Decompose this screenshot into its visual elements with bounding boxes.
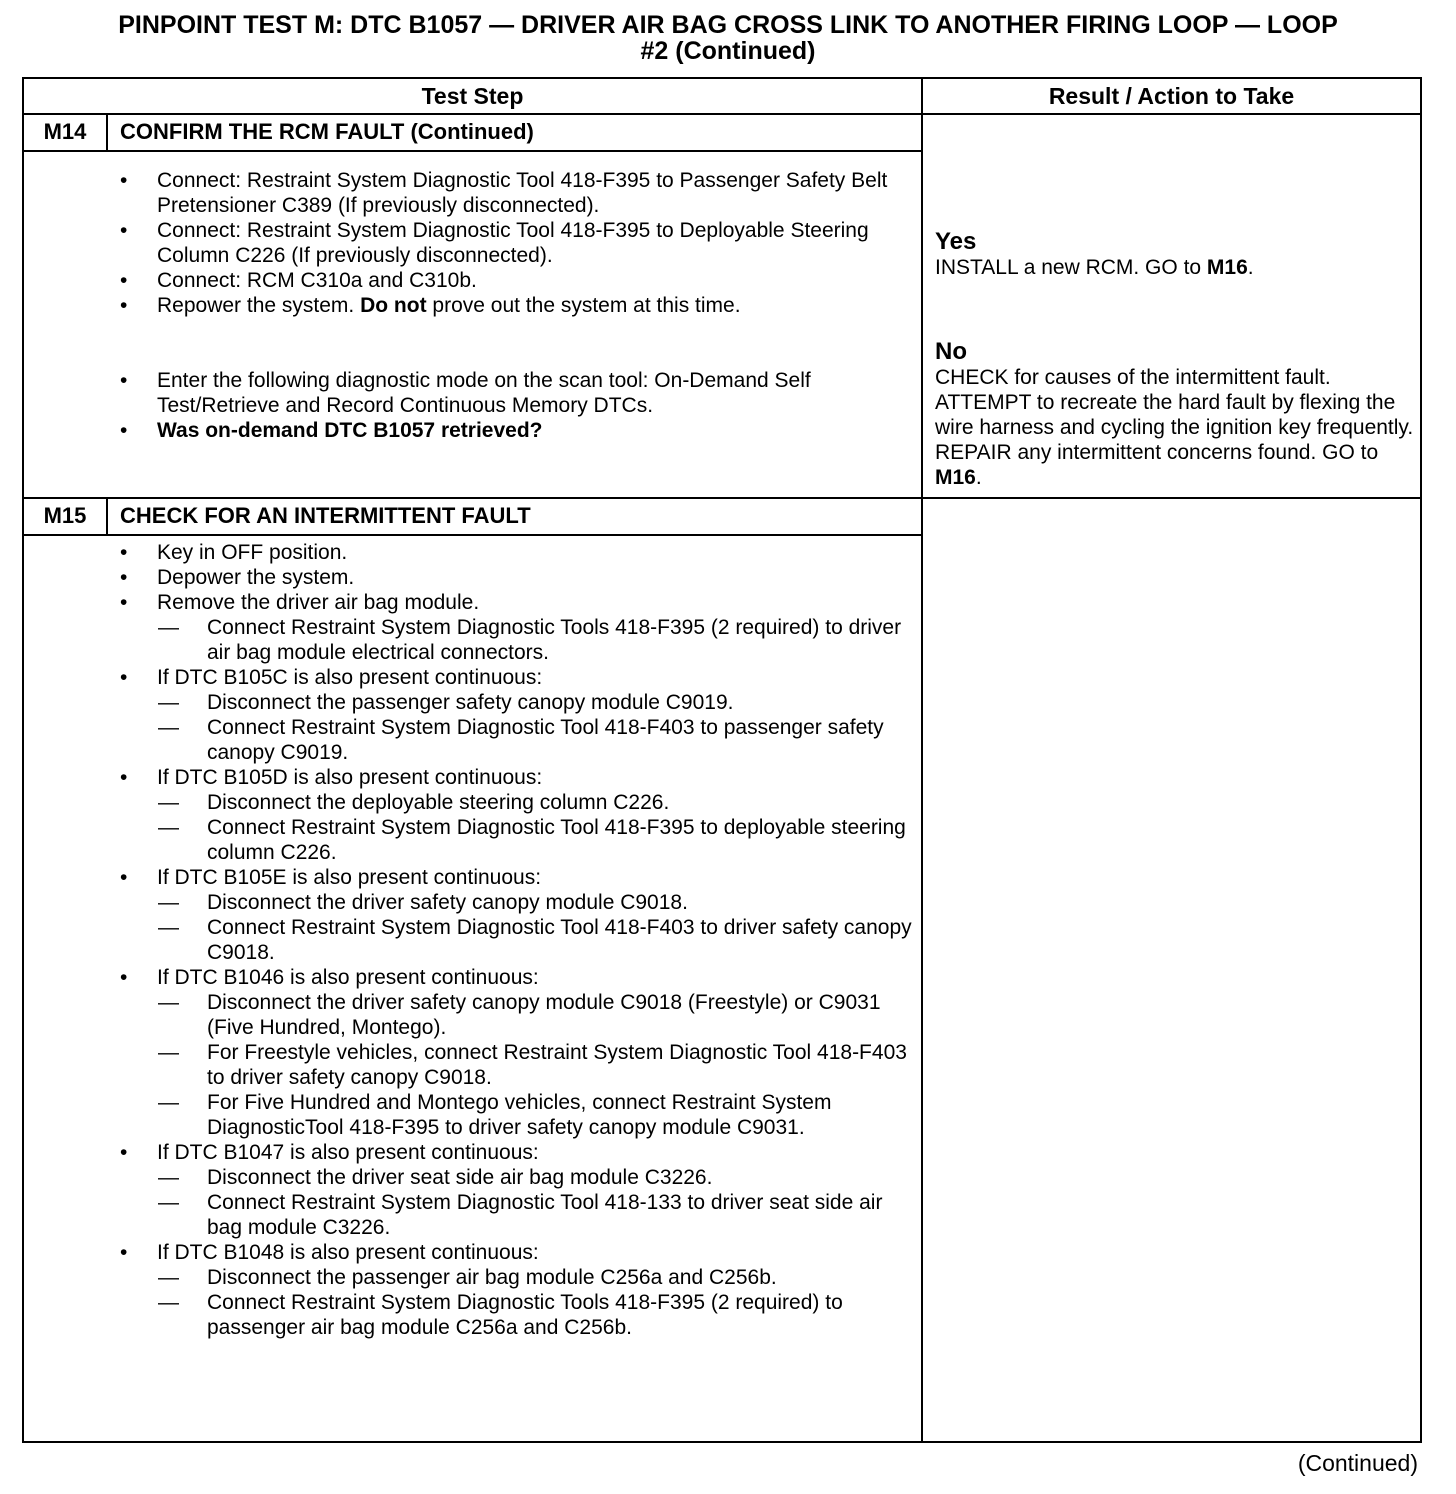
item-text — [157, 666, 542, 689]
page-title — [0, 12, 1456, 64]
result-yes-label: Yes — [935, 228, 977, 255]
bullet-marker: • — [120, 666, 128, 689]
m15-bullet-item — [114, 565, 914, 590]
m15-sub-item — [114, 1265, 914, 1290]
dash-marker: — — [158, 891, 179, 914]
step-title-m15: CHECK FOR AN INTERMITTENT FAULT — [120, 503, 531, 528]
text-run: Connect Restraint System Diagnostic Tool 418-F395 to deployable steering column C226. — [207, 816, 906, 864]
m15-sub-item — [114, 990, 914, 1040]
text-run: Remove the driver air bag module. — [157, 591, 480, 614]
m15-bullet-item — [114, 590, 914, 615]
step-body-m14 — [114, 168, 914, 443]
result-yes-text — [935, 255, 1415, 280]
m15-sub-item — [114, 690, 914, 715]
step-id-m15: M15 — [43, 503, 87, 528]
m15-bullet-item — [114, 1140, 914, 1165]
item-text — [207, 1291, 843, 1339]
text-run: If DTC B105C is also present continuous: — [157, 666, 543, 689]
emphasis-text: M16 — [1206, 256, 1248, 279]
m15-sub-item — [114, 915, 914, 965]
bullet-marker: • — [120, 1141, 128, 1164]
text-run: If DTC B1046 is also present continuous: — [157, 966, 539, 989]
item-text — [157, 419, 543, 442]
dash-marker: — — [158, 991, 179, 1014]
bullet-marker: • — [120, 369, 128, 392]
m14-bullet-item — [114, 368, 914, 418]
m15-bullet-item — [114, 665, 914, 690]
m14-bullet-item — [114, 418, 914, 443]
item-text — [157, 219, 869, 267]
bullet-marker: • — [120, 766, 128, 789]
dash-marker: — — [158, 1266, 179, 1289]
item-text — [207, 791, 669, 814]
item-text — [207, 1091, 831, 1139]
text-run: CHECK for causes of the intermittent fault. ATTEMPT to recreate the hard fault by flexing the wire harness and cycling the ignition key frequently. REPAIR any intermittent concerns found. GO to — [935, 366, 1414, 464]
text-run: For Five Hundred and Montego vehicles, connect Restraint System DiagnosticTool 418-F395 to driver safety canopy module C9031. — [207, 1091, 832, 1139]
text-run: Repower the system. — [157, 294, 361, 317]
step-id-m14: M14 — [43, 119, 87, 144]
continued-label: (Continued) — [1297, 1450, 1418, 1476]
text-run: Connect Restraint System Diagnostic Tools 418-F395 (2 required) to driver air bag module electrical connectors. — [207, 616, 902, 664]
item-text — [207, 1041, 907, 1089]
m15-sub-item — [114, 815, 914, 865]
step-body-m15 — [114, 540, 914, 1340]
m15-sub-item — [114, 715, 914, 765]
emphasis-text: M16 — [935, 466, 976, 489]
item-text — [207, 891, 688, 914]
text-run: Connect Restraint System Diagnostic Tool 418-133 to driver seat side air bag module C3226. — [207, 1191, 883, 1239]
bullet-marker: • — [120, 294, 128, 317]
m15-bullet-item — [114, 965, 914, 990]
result-no-label: No — [935, 338, 967, 365]
text-run: Connect: RCM C310a and C310b. — [157, 269, 477, 292]
m15-sub-item — [114, 1165, 914, 1190]
text-run: If DTC B105E is also present continuous: — [157, 866, 542, 889]
m15-sub-item — [114, 790, 914, 815]
bullet-marker: • — [120, 566, 128, 589]
text-run: Key in OFF position. — [157, 541, 348, 564]
m14-bullet-item — [114, 293, 914, 318]
dash-marker: — — [158, 1191, 179, 1214]
item-text — [157, 169, 887, 217]
m15-bullet-item — [114, 540, 914, 565]
item-text — [207, 1166, 712, 1189]
item-text — [207, 691, 734, 714]
text-run: If DTC B105D is also present continuous: — [157, 766, 543, 789]
item-text — [207, 1266, 777, 1289]
m14-bullet-item — [114, 168, 914, 218]
dash-marker: — — [158, 816, 179, 839]
header-test-step: Test Step — [421, 83, 524, 109]
bullet-marker: • — [120, 966, 128, 989]
text-run: prove out the system at this time. — [426, 294, 741, 317]
item-text — [207, 991, 881, 1039]
dash-marker: — — [158, 1041, 179, 1064]
m15-sub-item — [114, 1040, 914, 1090]
item-text — [207, 916, 912, 964]
text-run: Disconnect the passenger safety canopy module C9019. — [207, 691, 734, 714]
item-text — [157, 369, 811, 417]
item-text — [157, 294, 741, 317]
text-run: Connect Restraint System Diagnostic Tool 418-F403 to passenger safety canopy C9019. — [207, 716, 884, 764]
m15-sub-item — [114, 615, 914, 665]
item-text — [157, 766, 542, 789]
m14-bullet-item — [114, 268, 914, 293]
emphasis-text: Do not — [360, 294, 427, 317]
item-text — [157, 1141, 539, 1164]
m14-bullet-item — [114, 218, 914, 268]
m15-id-divider — [106, 499, 108, 535]
dash-marker: — — [158, 1166, 179, 1189]
text-run: Disconnect the driver seat side air bag module C3226. — [207, 1166, 713, 1189]
m14-id-divider — [106, 115, 108, 151]
text-run: Connect: Restraint System Diagnostic Tool 418-F395 to Deployable Steering Column C226 (If previously disconnected). — [157, 219, 869, 267]
text-run: Connect Restraint System Diagnostic Tool 418-F403 to driver safety canopy C9018. — [207, 916, 912, 964]
text-run: If DTC B1048 is also present continuous: — [157, 1241, 539, 1264]
bullet-marker: • — [120, 541, 128, 564]
header-result: Result / Action to Take — [1048, 83, 1295, 109]
item-text — [157, 591, 479, 614]
text-run: . — [1247, 256, 1254, 279]
item-text — [157, 866, 541, 889]
m15-sub-item — [114, 890, 914, 915]
bullet-marker: • — [120, 866, 128, 889]
dash-marker: — — [158, 1291, 179, 1314]
text-run: Depower the system. — [157, 566, 355, 589]
item-text — [157, 541, 347, 564]
step-title-m14: CONFIRM THE RCM FAULT (Continued) — [120, 119, 534, 144]
dash-marker: — — [158, 916, 179, 939]
item-text — [207, 816, 906, 864]
m15-sub-item — [114, 1090, 914, 1140]
bullet-marker: • — [120, 1241, 128, 1264]
text-run: . — [975, 466, 982, 489]
m14-title-divider — [24, 150, 921, 152]
m15-sub-item — [114, 1190, 914, 1240]
item-text — [157, 1241, 539, 1264]
column-divider — [921, 79, 923, 1441]
text-run: Disconnect the deployable steering column C226. — [207, 791, 670, 814]
dash-marker: — — [158, 616, 179, 639]
text-run: Disconnect the driver safety canopy module C9018. — [207, 891, 688, 914]
dash-marker: — — [158, 1091, 179, 1114]
dash-marker: — — [158, 716, 179, 739]
m15-bullet-item — [114, 1240, 914, 1265]
spacer — [114, 318, 914, 368]
title-line-1: PINPOINT TEST M: DTC B1057 — DRIVER AIR BAG CROSS LINK TO ANOTHER FIRING LOOP — LOOP — [118, 11, 1338, 39]
bullet-marker: • — [120, 591, 128, 614]
dash-marker: — — [158, 791, 179, 814]
result-m14 — [935, 229, 1415, 490]
m15-sub-item — [114, 1290, 914, 1340]
text-run: If DTC B1047 is also present continuous: — [157, 1141, 539, 1164]
m15-title-divider — [24, 534, 921, 536]
item-text — [207, 716, 884, 764]
bullet-marker: • — [120, 419, 128, 442]
text-run: For Freestyle vehicles, connect Restraint System Diagnostic Tool 418-F403 to driver safety canopy C9018. — [207, 1041, 907, 1089]
item-text — [207, 1191, 882, 1239]
text-run: Connect Restraint System Diagnostic Tools 418-F395 (2 required) to passenger air bag module C256a and C256b. — [207, 1291, 843, 1339]
emphasis-text: Was on-demand DTC B1057 retrieved? — [157, 419, 543, 442]
item-text — [157, 269, 477, 292]
text-run: Disconnect the driver safety canopy module C9018 (Freestyle) or C9031 (Five Hundred, Montego). — [207, 991, 881, 1039]
dash-marker: — — [158, 691, 179, 714]
item-text — [157, 566, 354, 589]
m15-bullet-item — [114, 765, 914, 790]
text-run: Disconnect the passenger air bag module C256a and C256b. — [207, 1266, 777, 1289]
m15-bullet-item — [114, 865, 914, 890]
text-run: Connect: Restraint System Diagnostic Tool 418-F395 to Passenger Safety Belt Pretensioner C389 (If previously disconnected). — [157, 169, 888, 217]
item-text — [157, 966, 539, 989]
text-run: INSTALL a new RCM. GO to — [935, 256, 1207, 279]
bullet-marker: • — [120, 219, 128, 242]
bullet-marker: • — [120, 269, 128, 292]
text-run: Enter the following diagnostic mode on the scan tool: On-Demand Self Test/Retrieve and Record Continuous Memory DTCs. — [157, 369, 811, 417]
pinpoint-table — [22, 77, 1422, 1443]
title-line-2: #2 (Continued) — [640, 37, 816, 65]
result-no-text — [935, 365, 1415, 490]
item-text — [207, 616, 901, 664]
bullet-marker: • — [120, 169, 128, 192]
